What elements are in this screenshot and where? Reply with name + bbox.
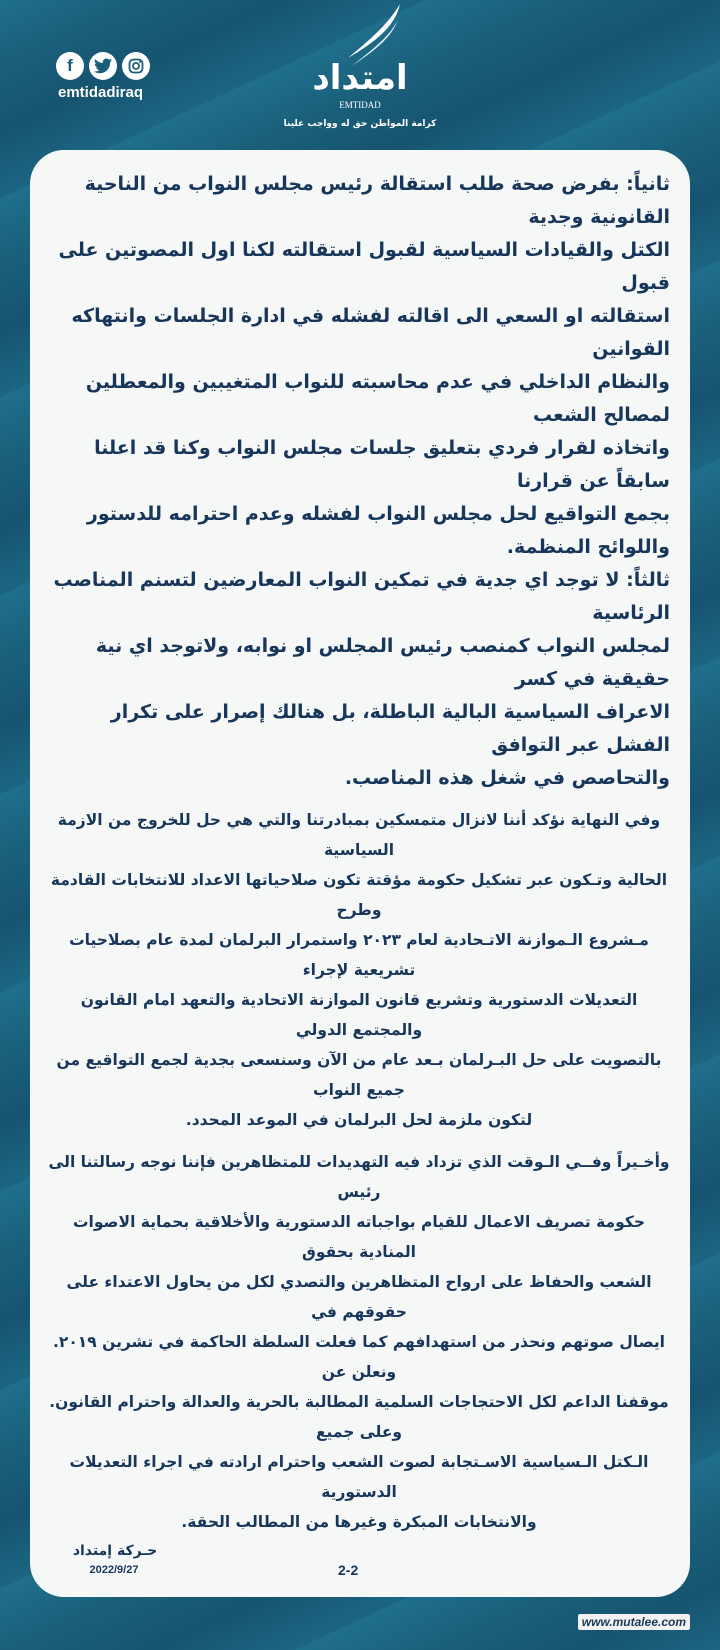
text-line: الـكتل الـسياسية الاسـتجابة لصوت الشعب واحترام ارادته في اجراء التعديلات الدستورية <box>69 1453 649 1501</box>
twitter-icon[interactable] <box>89 52 117 80</box>
statement-panel <box>30 150 690 1597</box>
watermark: www.mutalee.com <box>578 1614 690 1630</box>
text-line: بالتصويت على حل البـرلمان بـعد عام من الآن وسنسعى بجدية لجمع التواقيع من جميع النواب <box>56 1051 662 1099</box>
text-line: لتكون ملزمة لحل البرلمان في الموعد المحدد. <box>185 1111 533 1129</box>
section-conclusion <box>48 805 670 1537</box>
text-line: بجمع التواقيع لحل مجلس النواب لفشله وعدم احترامه للدستور واللوائح المنظمة. <box>86 503 670 558</box>
text-line: وأخـيراً وفــي الـوقت الذي تزداد فيه التهديدات للمتظاهرين فإننا نوجه رسالتنا الى رئيس <box>48 1153 670 1201</box>
text-line: الكتل والقيادات السياسية لقبول استقالته لكنا اول المصوتين على قبول <box>58 239 670 294</box>
logo-text-en: EMTIDAD <box>339 100 381 110</box>
facebook-icon[interactable]: f <box>56 52 84 80</box>
signature: حـركة إمتداد <box>72 1543 158 1559</box>
text-line: ثالثاً: لا توجد اي جدية في تمكين النواب المعارضين لتسنم المناصب الرئاسية <box>53 569 670 624</box>
slogan: كرامة المواطن حق له وواجب علينا <box>283 119 437 129</box>
social-handle: emtidadiraq <box>58 84 144 101</box>
text-line: والتحاصص في شغل هذه المناصب. <box>344 767 670 789</box>
text-line: والنظام الداخلي في عدم محاسبته للنواب المتغيبين والمعطلين لمصالح الشعب <box>85 371 670 426</box>
text-line: ايصال صوتهم ونحذر من استهدافهم كما فعلت السلطة الحاكمة في تشرين ٢٠١٩. ونعلن عن <box>53 1333 665 1381</box>
text-line: لمجلس النواب كمنصب رئيس المجلس او نوابه، ولاتوجد اي نية حقيقية في كسر <box>95 635 670 690</box>
paragraph-gap <box>48 1135 670 1147</box>
text-line: الحالية وتـكون عبر تشكيل حكومة مؤقتة تكون صلاحياتها الاعداد للانتخابات القادمة وطرح <box>50 871 668 919</box>
text-line: الاعراف السياسية البالية الباطلة، بل هنالك إصرار على تكرار الفشل عبر التوافق <box>110 701 670 756</box>
header <box>0 0 720 148</box>
text-line: ثانياً: بفرض صحة طلب استقالة رئيس مجلس النواب من الناحية القانونية وجدية <box>84 173 670 228</box>
text-line: التعديلات الدستورية وتشريع قانون الموازنة الاتحادية والتعهد امام القانون والمجتمع الدولي <box>80 991 638 1039</box>
page-number: 2-2 <box>338 1562 359 1578</box>
instagram-icon[interactable] <box>122 52 150 80</box>
text-line: والانتخابات المبكرة وغيرها من المطالب الحقة. <box>181 1513 537 1531</box>
text-line: الشعب والحفاظ على ارواح المتظاهرين والتصدي لكل من يحاول الاعتداء على حقوقهم في <box>66 1273 652 1321</box>
watermark-row <box>0 1611 690 1630</box>
text-line: واتخاذه لقرار فردي بتعليق جلسات مجلس النواب وكنا قد اعلنا سابقاً عن قرارنا <box>94 437 670 492</box>
text-line: وفي النهاية نؤكد أننا لانزال متمسكين بمبادرتنا والتي هي حل للخروج من الازمة السياسية <box>57 811 661 859</box>
social-icons <box>56 52 150 80</box>
logo-text: امتداد <box>312 58 408 98</box>
text-line: موقفنا الداعم لكل الاحتجاجات السلمية المطالبة بالحرية والعدالة واحترام القانون. وعلى جميع <box>49 1393 669 1441</box>
text-line: مـشروع الـموازنة الاتـحادية لعام ٢٠٢٣ واستمرار البرلمان لمدة عام بصلاحيات تشريعية لإجراء <box>69 931 649 979</box>
date: 2022/9/27 <box>89 1564 139 1576</box>
statement-footer <box>48 1541 670 1585</box>
text-line: حكومة تصريف الاعمال للقيام بواجباته الدستورية والأخلاقية بحماية الاصوات المنادية بحقوق <box>72 1213 646 1261</box>
text-line: استقالته او السعي الى اقالته لفشله في ادارة الجلسات وانتهاكه القوانين <box>71 305 670 360</box>
section-points <box>48 168 670 795</box>
